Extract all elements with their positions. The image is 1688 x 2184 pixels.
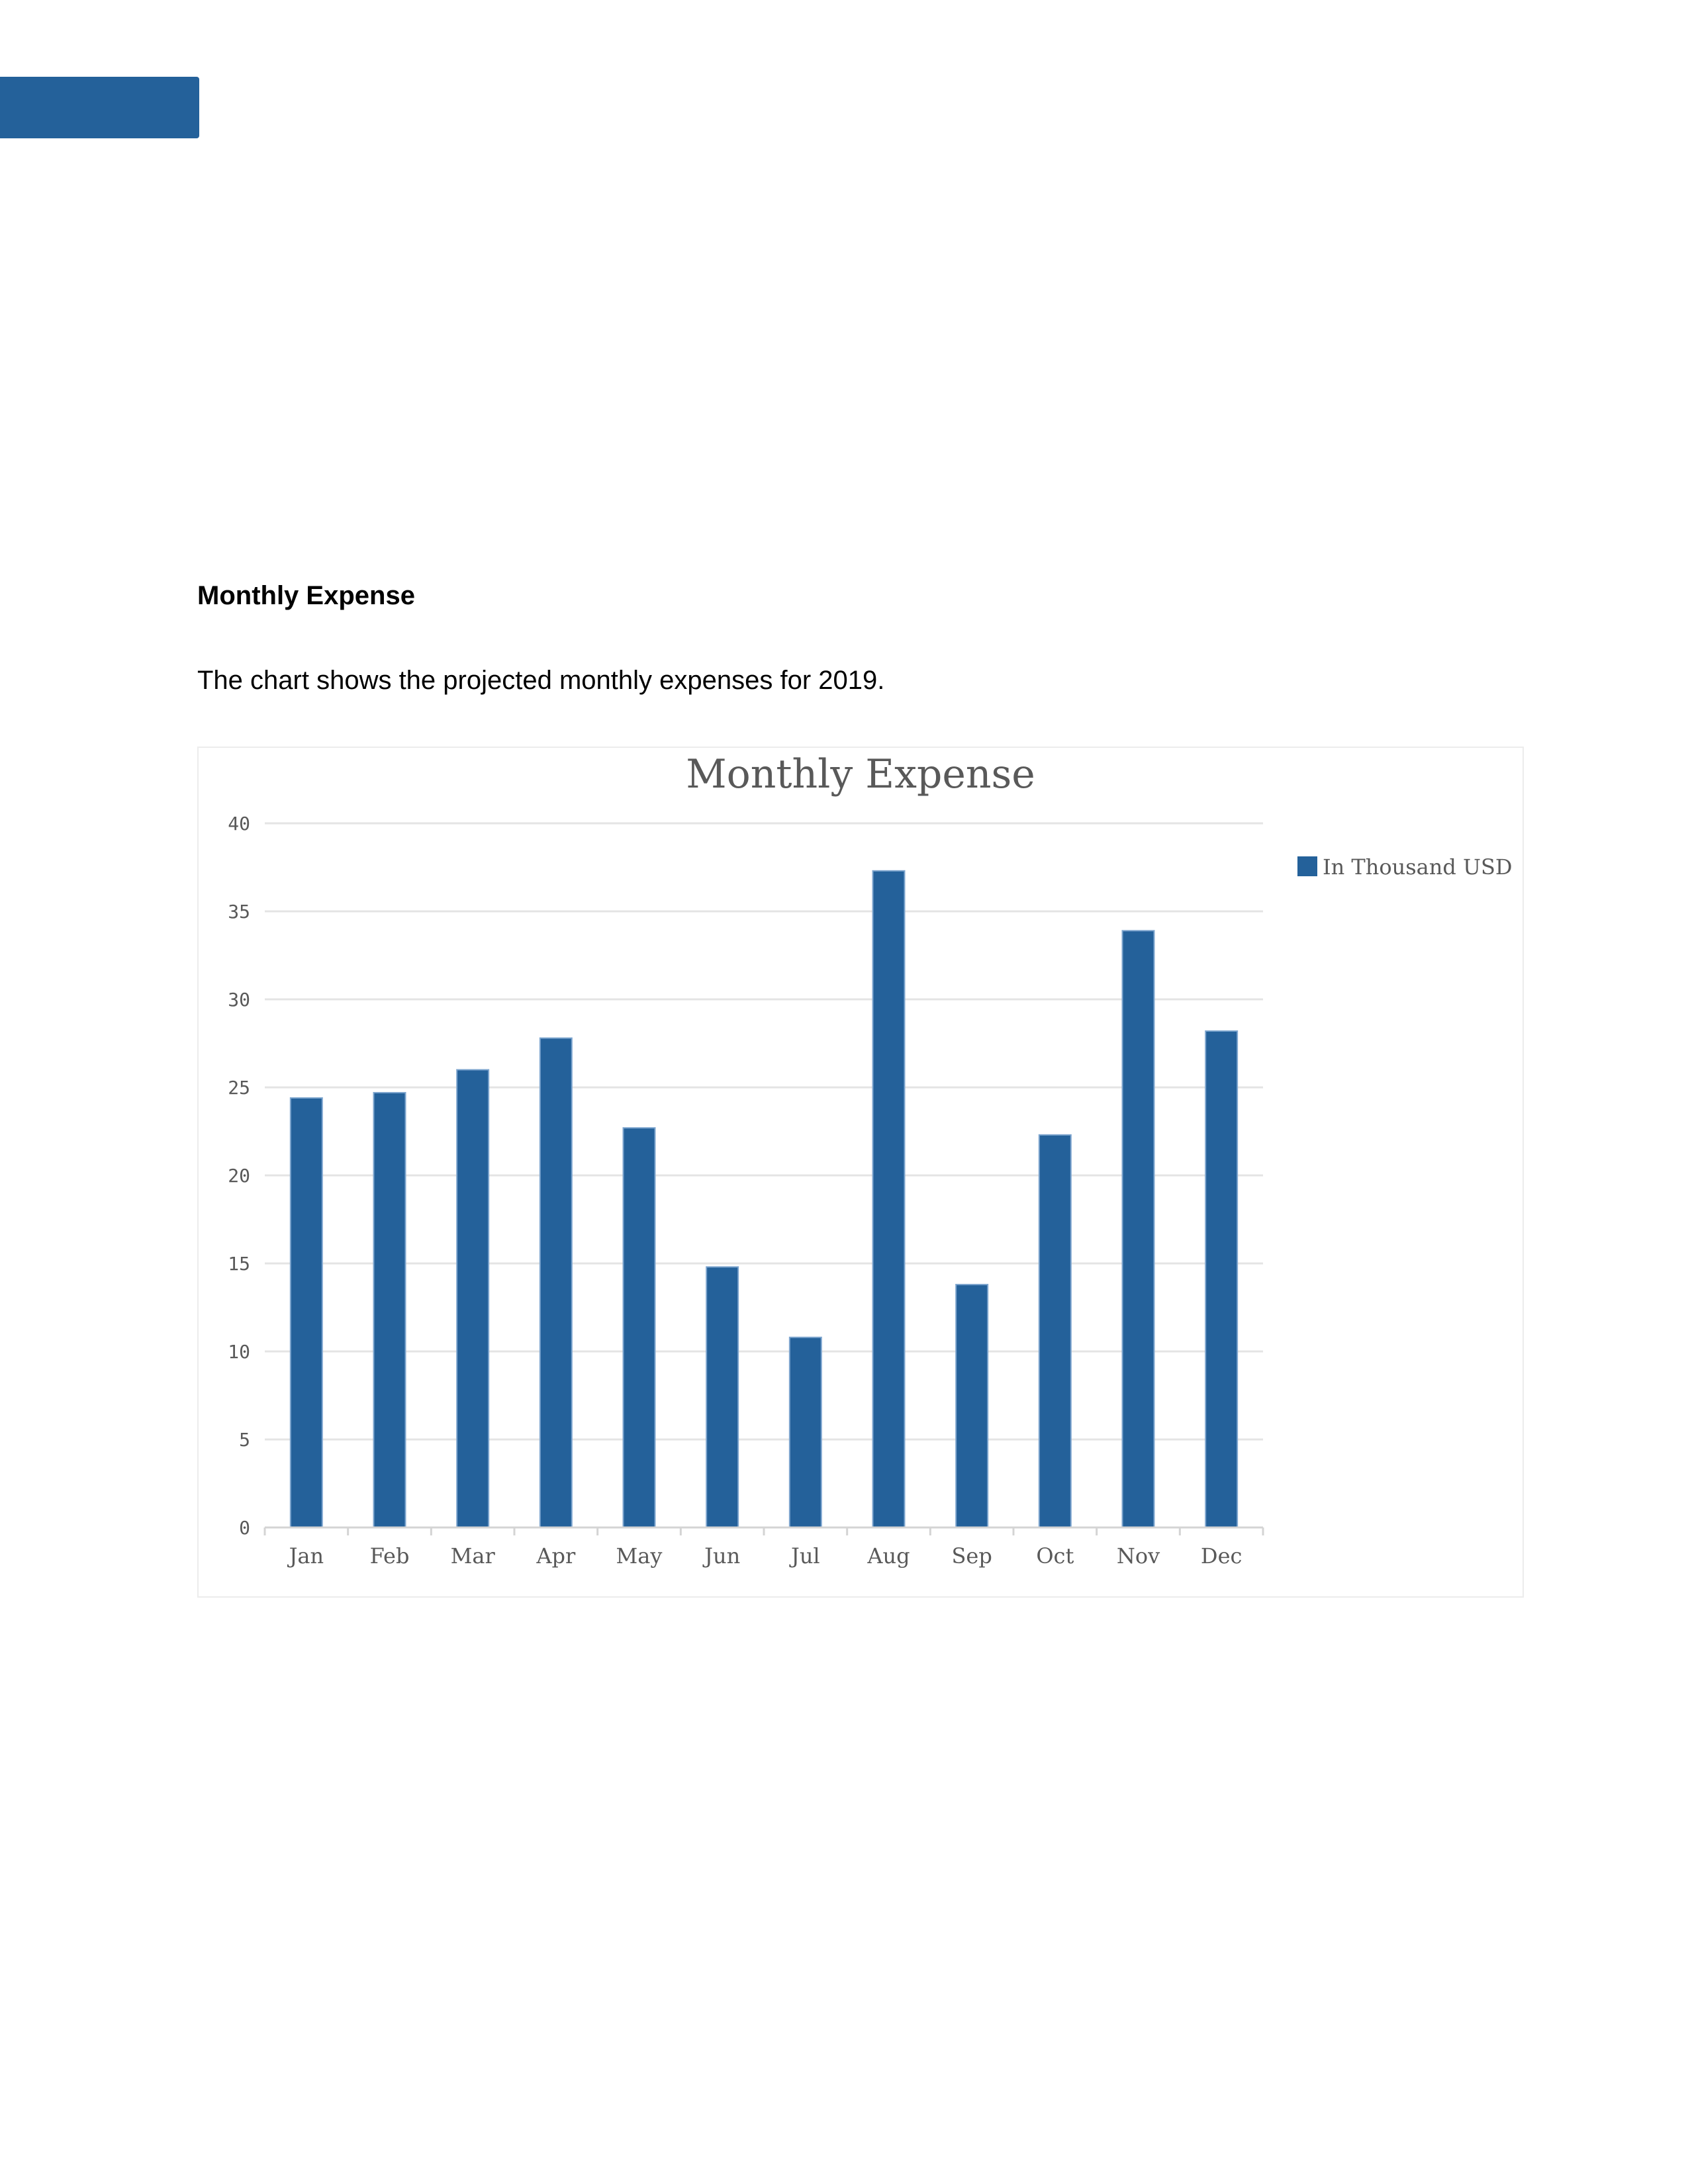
bar-jan — [291, 1098, 322, 1527]
x-tick-label: Aug — [867, 1543, 910, 1569]
bar-sep — [956, 1285, 988, 1527]
bar-chart — [199, 748, 1523, 1596]
y-tick-label: 40 — [228, 813, 250, 835]
x-tick-label: Oct — [1036, 1543, 1074, 1569]
legend-label: In Thousand USD — [1323, 854, 1513, 880]
header-accent-bar — [0, 77, 199, 138]
bar-feb — [374, 1093, 406, 1527]
chart-bars — [291, 871, 1237, 1527]
x-axis-ticks — [287, 1543, 1243, 1569]
y-tick-label: 0 — [239, 1517, 250, 1539]
bar-may — [624, 1128, 655, 1527]
section-heading: Monthly Expense — [197, 581, 415, 610]
chart-title: Monthly Expense — [686, 751, 1035, 797]
x-tick-label: Mar — [450, 1543, 495, 1569]
y-axis-ticks — [228, 813, 250, 1539]
y-tick-label: 20 — [228, 1165, 250, 1187]
y-tick-label: 15 — [228, 1253, 250, 1275]
chart-legend — [1297, 854, 1513, 880]
legend-swatch — [1297, 856, 1317, 876]
y-tick-label: 35 — [228, 901, 250, 923]
bar-nov — [1123, 931, 1154, 1527]
chart-gridlines — [265, 823, 1263, 1439]
chart-container — [197, 747, 1524, 1598]
bar-aug — [873, 871, 905, 1527]
y-tick-label: 30 — [228, 989, 250, 1011]
x-axis — [265, 1527, 1263, 1535]
x-tick-label: May — [616, 1543, 663, 1569]
x-tick-label: Jan — [289, 1543, 324, 1569]
x-tick-label: Jul — [790, 1543, 820, 1569]
bar-jul — [790, 1338, 821, 1527]
x-tick-label: Apr — [536, 1543, 576, 1569]
bar-dec — [1205, 1031, 1237, 1527]
x-tick-label: Sep — [951, 1543, 992, 1569]
x-tick-label: Feb — [369, 1543, 410, 1569]
y-tick-label: 10 — [228, 1341, 250, 1363]
bar-jun — [706, 1267, 738, 1527]
x-tick-label: Jun — [704, 1543, 741, 1569]
bar-oct — [1039, 1135, 1071, 1527]
x-tick-label: Dec — [1200, 1543, 1243, 1569]
x-tick-label: Nov — [1116, 1543, 1160, 1569]
y-tick-label: 25 — [228, 1077, 250, 1099]
bar-apr — [540, 1038, 572, 1527]
bar-mar — [457, 1069, 489, 1527]
chart-description: The chart shows the projected monthly expenses for 2019. — [197, 666, 885, 695]
y-tick-label: 5 — [239, 1429, 250, 1451]
